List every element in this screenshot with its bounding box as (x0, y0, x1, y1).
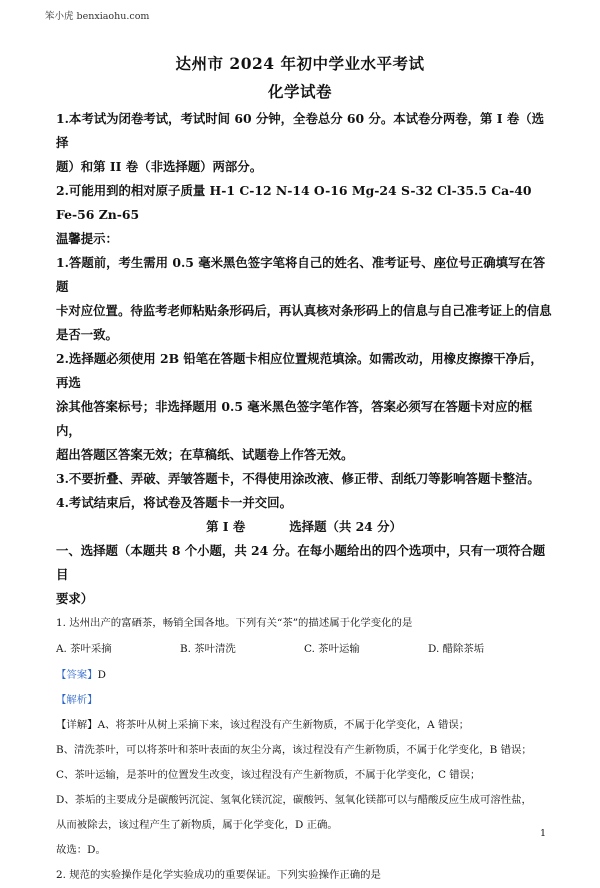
page-number: 1 (540, 828, 547, 839)
question-1-stem: 1. 达州出产的富硒茶，畅销全国各地。下列有关“茶”的描述属于化学变化的是 (56, 617, 413, 629)
detail-tag: 【详解】 (56, 719, 98, 731)
instruction-line: 要求） (56, 591, 94, 606)
note-line: 2.选择题必须使用 2B 铅笔在答题卡相应位置规范填涂。如需改动，用橡皮擦擦干净后，再选 (56, 351, 543, 390)
answer-value: D (97, 669, 106, 681)
note-line: 4.考试结束后，将试卷及答题卡一并交回。 (56, 495, 292, 510)
section-name: 选择题（共 24 分） (289, 519, 402, 534)
watermark: 笨小虎 benxiaohu.com (45, 11, 150, 22)
exam-body (56, 107, 552, 888)
instruction-line: 一、选择题（本题共 8 个小题，共 24 分。在每小题给出的四个选项中，只有一项符合题目 (56, 543, 546, 582)
answer-line (56, 663, 552, 688)
note-line: 超出答题区答案无效；在草稿纸、试题卷上作答无效。 (56, 447, 354, 462)
note-line: 卡对应位置。待监考老师粘贴条形码后，再认真核对条形码上的信息与自己准考证上的信息 (56, 303, 552, 318)
section-heading (56, 515, 552, 539)
answer-tag: 【答案】 (56, 669, 98, 681)
note-line: 题）和第 II 卷（非选择题）两部分。 (56, 159, 263, 174)
note-line: 1.答题前，考生需用 0.5 毫米黑色签字笔将自己的姓名、准考证号、座位号正确填写在答题 (56, 255, 546, 294)
note-line: 涂其他答案标号；非选择题用 0.5 毫米黑色签字笔作答，答案必须写在答题卡对应的框内， (56, 399, 533, 438)
detail-line: C、茶叶运输，是茶叶的位置发生改变，该过程没有产生新物质，不属于化学变化，C 错误； (56, 769, 481, 781)
question-2-stem: 2. 规范的实验操作是化学实验成功的重要保证。下列实验操作正确的是 (56, 869, 381, 881)
option-c: C. 茶叶运输 (304, 643, 360, 655)
analysis-tag: 【解析】 (56, 694, 98, 706)
exam-title: 达州市 2024 年初中学业水平考试 (175, 54, 425, 73)
detail-line: D、茶垢的主要成分是碳酸钙沉淀、氢氧化镁沉淀，碳酸钙、氢氧化镁都可以与醋酸反应生成可溶性盐， (56, 794, 532, 806)
exam-subtitle: 化学试卷 (267, 82, 332, 101)
detail-line (56, 713, 552, 738)
detail-line: B、清洗茶叶，可以将茶叶和茶叶表面的灰尘分离，该过程没有产生新物质，不属于化学变化，B 错误； (56, 744, 532, 756)
note-line: 1.本考试为闭卷考试，考试时间 60 分钟，全卷总分 60 分。本试卷分两卷，第 I 卷（选择 (56, 111, 544, 150)
option-b: B. 茶叶清洗 (180, 643, 236, 655)
option-a: A. 茶叶采摘 (56, 643, 112, 655)
detail-line: 从而被除去，该过程产生了新物质，属于化学变化，D 正确。 (56, 819, 338, 831)
detail-line: 故选：D。 (56, 844, 106, 856)
option-d: D. 醋除茶垢 (428, 643, 485, 655)
section-part: 第 I 卷 (206, 519, 246, 534)
analysis-line (56, 688, 552, 713)
note-line: 3.不要折叠、弄破、弄皱答题卡，不得使用涂改液、修正带、刮纸刀等影响答题卡整洁。 (56, 471, 540, 486)
note-line: 温馨提示： (56, 231, 118, 246)
note-line: 2.可能用到的相对原子质量 H-1 C-12 N-14 O-16 Mg-24 S-32 Cl-35.5 Ca-40 Fe-56 Zn-65 (56, 183, 532, 222)
detail-text: A、将茶叶从树上采摘下来，该过程没有产生新物质，不属于化学变化，A 错误； (97, 719, 470, 731)
note-line: 是否一致。 (56, 327, 118, 342)
question-1-options (56, 636, 552, 663)
